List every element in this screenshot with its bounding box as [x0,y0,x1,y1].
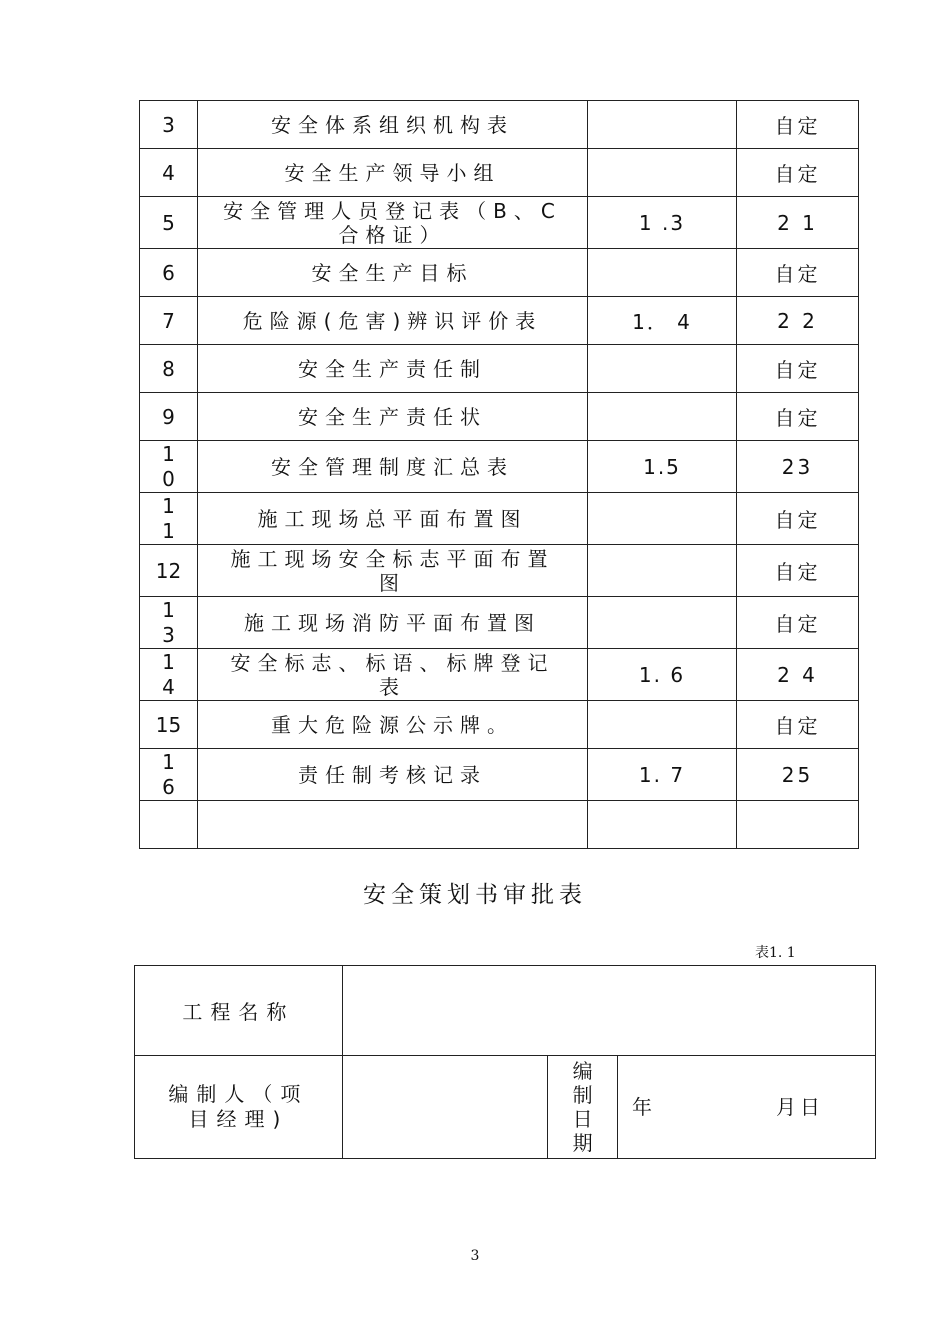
row-table-number: 1. 6 [588,649,737,701]
row-document-name-text: 施工现场消防平面布置图 [244,610,541,635]
compiler-row [135,1056,876,1159]
row-page: 自定 [737,393,859,441]
table-row [140,249,859,297]
table-row [140,197,859,249]
table-row [140,545,859,597]
row-page: 2 4 [737,649,859,701]
row-document-name [198,749,588,801]
date-value-text: 年 月日 [632,1094,825,1119]
page-number: 3 [470,1248,480,1264]
row-document-name-text: 安全体系组织机构表 [271,112,514,137]
row-document-name-text: 安全管理人员登记表（B、C合格证） [223,198,562,247]
table-row [140,149,859,197]
row-table-number [588,493,737,545]
row-number: 12 [140,545,198,597]
row-number-text: 11 [162,493,175,543]
project-name-label: 工程名称 [135,966,343,1056]
table-row [140,597,859,649]
row-document-name-text: 安全标志、标语、标牌登记表 [230,650,555,699]
row-number [140,801,198,849]
row-number: 15 [140,701,198,749]
row-document-name-text: 重大危险源公示牌。 [271,712,514,737]
approval-table [134,965,876,1159]
row-page: 自定 [737,345,859,393]
row-page [737,801,859,849]
form-code: 表1. 1 [755,945,796,961]
compiler-value [342,1056,548,1159]
date-label-text: 编制日期 [572,1059,593,1155]
row-number [140,749,198,801]
row-document-name-text: 施工现场安全标志平面布置图 [230,546,555,595]
compiler-label-text: 编制人（项目经理) [168,1082,309,1131]
row-table-number [588,149,737,197]
row-document-name-text: 施工现场总平面布置图 [257,506,528,531]
index-table [139,100,859,849]
row-number-text: 13 [162,597,175,647]
project-name-value [342,966,875,1056]
table-row [140,801,859,849]
row-document-name [198,297,588,345]
row-number: 9 [140,393,198,441]
row-document-name-text: 安全生产责任状 [298,404,487,429]
row-document-name-text: 危险源(危害)辨识评价表 [242,308,543,333]
table-row [140,701,859,749]
row-table-number [588,597,737,649]
row-number: 8 [140,345,198,393]
row-number [140,493,198,545]
table-row [140,649,859,701]
row-table-number: 1.5 [588,441,737,493]
row-page: 自定 [737,101,859,149]
row-table-number [588,701,737,749]
row-page: 自定 [737,149,859,197]
row-document-name-text: 安全生产目标 [311,260,474,285]
row-document-name [198,441,588,493]
row-page: 2 2 [737,297,859,345]
table-row [140,441,859,493]
row-document-name-text: 安全管理制度汇总表 [271,454,514,479]
table-row [140,101,859,149]
row-number-text: 10 [162,441,175,491]
row-document-name [198,101,588,149]
row-page: 2 1 [737,197,859,249]
row-page: 自定 [737,493,859,545]
row-document-name-text: 安全生产领导小组 [284,160,501,185]
date-label [548,1056,618,1159]
row-table-number [588,801,737,849]
row-document-name [198,649,588,701]
row-document-name-text: 责任制考核记录 [298,762,487,787]
row-table-number [588,393,737,441]
row-table-number [588,545,737,597]
row-document-name [198,545,588,597]
row-document-name [198,597,588,649]
row-document-name [198,149,588,197]
project-name-row [135,966,876,1056]
row-number: 3 [140,101,198,149]
approval-title: 安全策划书审批表 [363,882,587,908]
date-value [618,1056,876,1159]
row-table-number: 1． 4 [588,297,737,345]
row-number: 7 [140,297,198,345]
row-table-number: 1 .3 [588,197,737,249]
row-number: 4 [140,149,198,197]
index-table-body [140,101,859,849]
row-page: 自定 [737,545,859,597]
row-document-name [198,197,588,249]
row-document-name [198,249,588,297]
row-page: 自定 [737,249,859,297]
row-page: 自定 [737,597,859,649]
row-table-number [588,101,737,149]
row-number [140,441,198,493]
table-row [140,297,859,345]
row-page: 25 [737,749,859,801]
table-row [140,345,859,393]
row-number [140,649,198,701]
table-row [140,393,859,441]
row-document-name [198,493,588,545]
row-number: 5 [140,197,198,249]
row-document-name [198,701,588,749]
row-page: 23 [737,441,859,493]
row-document-name-text: 安全生产责任制 [298,356,487,381]
row-table-number: 1. 7 [588,749,737,801]
table-row [140,493,859,545]
table-row [140,749,859,801]
row-document-name [198,393,588,441]
row-table-number [588,345,737,393]
row-number [140,597,198,649]
row-table-number [588,249,737,297]
compiler-label [135,1056,343,1159]
row-document-name [198,801,588,849]
row-number: 6 [140,249,198,297]
row-document-name [198,345,588,393]
row-number-text: 16 [162,749,175,799]
row-page: 自定 [737,701,859,749]
row-number-text: 14 [162,649,175,699]
